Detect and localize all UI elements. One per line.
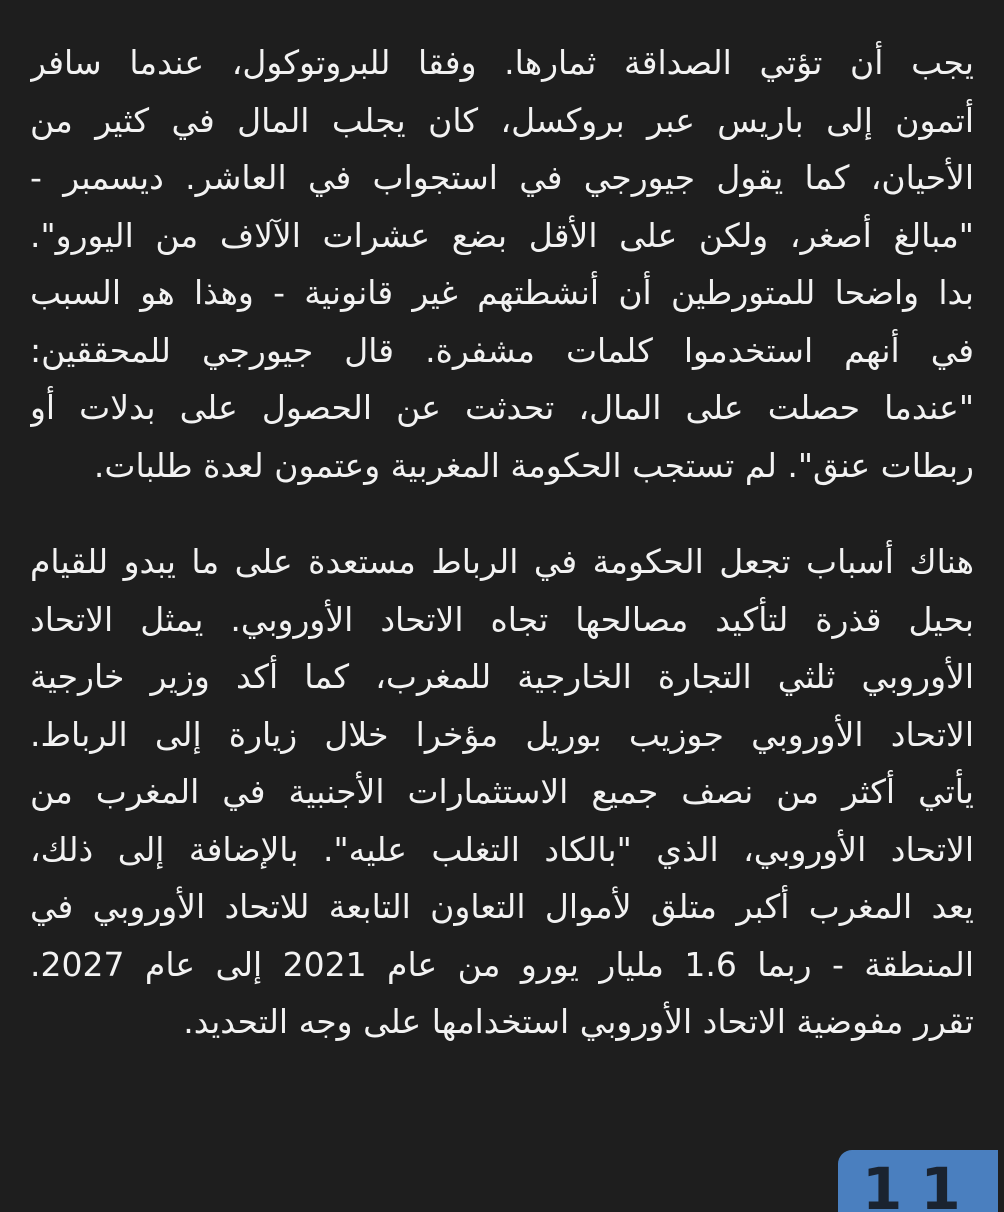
page-number-badge: 11	[838, 1150, 998, 1212]
paragraph-line: تقرر مفوضية الاتحاد الأوروبي استخدامها على وجه التحديد.	[183, 1002, 974, 1041]
paragraph-line: الاتحاد الأوروبي جوزيب بوريل مؤخرا خلال زيارة إلى الرباط.	[30, 714, 974, 754]
paragraph-line: يعد المغرب أكبر متلق لأموال التعاون التابعة للاتحاد الأوروبي في	[30, 887, 974, 926]
paragraph-line: بدا واضحا للمتورطين أن أنشطتهم غير قانونية - وهذا هو السبب	[30, 273, 974, 312]
paragraph-line: ربطات عنق". لم تستجب الحكومة المغربية وعتمون لعدة طلبات.	[93, 445, 974, 485]
paragraph-line: يأتي أكثر من نصف جميع الاستثمارات الأجنبية في المغرب من	[30, 772, 974, 811]
paragraph-line: هناك أسباب تجعل الحكومة في الرباط مستعدة على ما يبدو للقيام	[30, 542, 974, 581]
paragraph-line: الأوروبي ثلثي التجارة الخارجية للمغرب، كما أكد وزير خارجية	[30, 657, 974, 696]
paragraph-line: بحيل قذرة لتأكيد مصالحها تجاه الاتحاد الأوروبي. يمثل الاتحاد	[30, 599, 974, 639]
paragraph-2	[30, 533, 974, 1051]
paragraph-line: الاتحاد الأوروبي، الذي "بالكاد التغلب عليه". بالإضافة إلى ذلك،	[30, 829, 974, 869]
paragraph-line: يجب أن تؤتي الصداقة ثمارها. وفقا للبروتوكول، عندما سافر	[30, 43, 974, 82]
paragraph-1	[30, 34, 974, 494]
article-body	[30, 34, 974, 1051]
paragraph-line: "عندما حصلت على المال، تحدثت عن الحصول على بدلات أو	[30, 388, 974, 427]
paragraph-line: أتمون إلى باريس عبر بروكسل، كان يجلب المال في كثير من	[30, 100, 974, 140]
paragraph-line: في أنهم استخدموا كلمات مشفرة. قال جيورجي للمحققين:	[30, 330, 974, 370]
paragraph-line: الأحيان، كما يقول جيورجي في استجواب في العاشر. ديسمبر -	[30, 158, 974, 197]
paragraph-line: "مبالغ أصغر، ولكن على الأقل بضع عشرات الآلاف من اليورو".	[30, 215, 974, 255]
paragraph-line: المنطقة - ربما 1.6 مليار يورو من عام 2021 إلى عام 2027.	[30, 944, 974, 984]
